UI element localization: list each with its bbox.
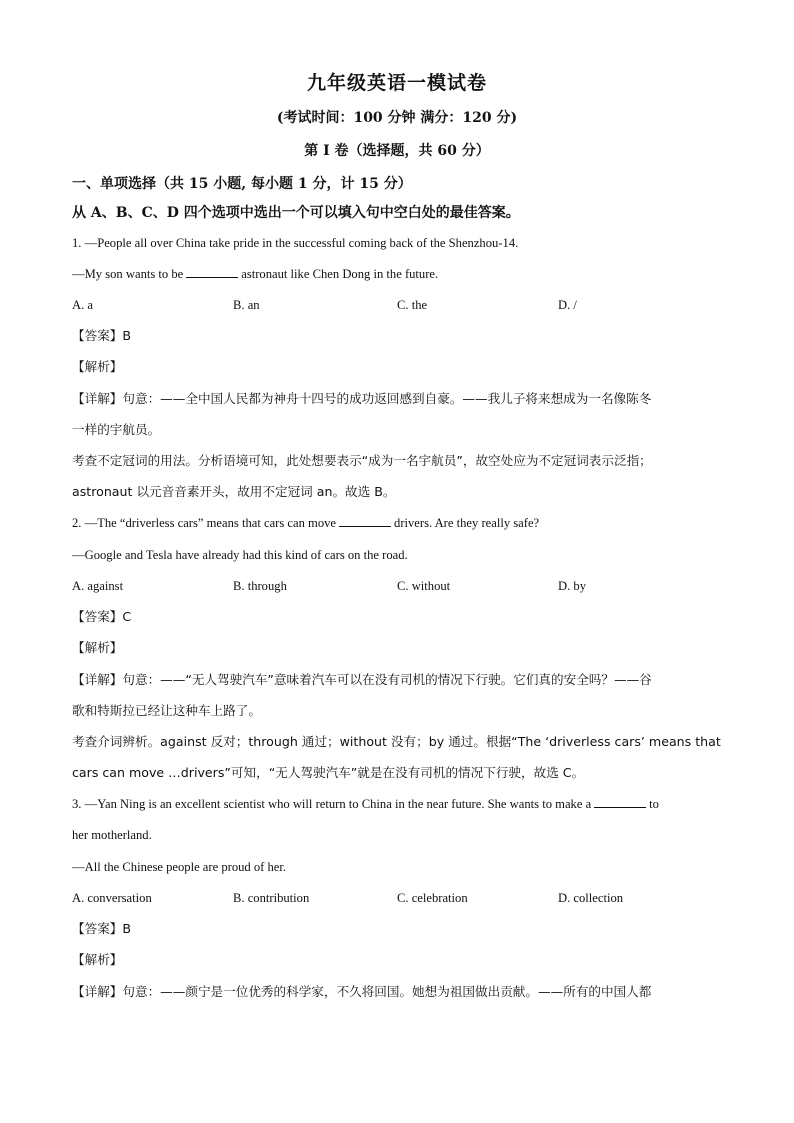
question-3-line-2: her motherland. <box>72 828 152 842</box>
question-3-answer: 【答案】B <box>72 921 132 936</box>
question-2-detail-line-4: cars can move …drivers”可知，“无人驾驶汽车”就是在没有司机的情况下行驶，故选 C。 <box>72 765 585 780</box>
question-1-text-before-blank: —My son wants to be <box>72 267 184 281</box>
question-3-analysis-label: 【解析】 <box>72 952 123 967</box>
question-1-option-d: D. / <box>558 298 577 312</box>
question-3-line-1 <box>72 796 659 812</box>
question-2-option-b: B. through <box>233 579 287 593</box>
question-2-analysis-label: 【解析】 <box>72 640 123 655</box>
question-2-answer: 【答案】C <box>72 609 132 624</box>
answer-blank <box>594 796 646 808</box>
question-1-detail-line-1: 【详解】句意：——全中国人民都为神舟十四号的成功返回感到自豪。——我儿子将来想成为一名像陈冬 <box>72 391 652 406</box>
question-2-option-a: A. against <box>72 579 124 593</box>
answer-blank <box>186 266 238 278</box>
section-heading: 一、单项选择（共 15 小题, 每小题 1 分，计 15 分） <box>72 176 412 192</box>
question-3-text-before-blank: 3. —Yan Ning is an excellent scientist who will return to China in the near future. She wants to make a <box>72 797 592 811</box>
answer-blank <box>339 515 391 527</box>
question-2-option-c: C. without <box>397 579 451 593</box>
question-1-line-2 <box>72 266 438 282</box>
question-2-option-d: D. by <box>558 579 586 593</box>
question-2-line-2: —Google and Tesla have already had this kind of cars on the road. <box>72 548 408 562</box>
question-3-option-a: A. conversation <box>72 891 152 905</box>
question-3-option-c: C. celebration <box>397 891 468 905</box>
question-1-text-after-blank: astronaut like Chen Dong in the future. <box>241 267 439 281</box>
question-2-detail-line-1: 【详解】句意：——“无人驾驶汽车”意味着汽车可以在没有司机的情况下行驶。它们真的安全吗？——谷 <box>72 672 652 687</box>
question-1-analysis-label: 【解析】 <box>72 359 123 374</box>
question-3-line-3: —All the Chinese people are proud of her. <box>72 860 287 874</box>
question-1-option-b: B. an <box>233 298 260 312</box>
question-1-detail-line-4: astronaut 以元音音素开头，故用不定冠词 an。故选 B。 <box>72 484 396 499</box>
question-2-detail-line-3: 考查介词辨析。against 反对；through 通过；without 没有；by 通过。根据“The ‘driverless cars’ means that <box>72 734 721 749</box>
exam-info: (考试时间：100 分钟 满分：120 分) <box>276 110 518 126</box>
question-1-option-a: A. a <box>72 298 93 312</box>
question-1-detail-line-3: 考查不定冠词的用法。分析语境可知，此处想要表示“成为一名宇航员”，故空处应为不定冠词表示泛指； <box>72 453 652 468</box>
question-3-text-after-blank: to <box>649 797 659 811</box>
question-3-option-b: B. contribution <box>233 891 310 905</box>
page-title: 九年级英语一模试卷 <box>306 72 487 94</box>
question-3-detail-line-1: 【详解】句意：——颜宁是一位优秀的科学家，不久将回国。她想为祖国做出贡献。——所有的中国人都 <box>72 984 652 999</box>
question-3-option-d: D. collection <box>558 891 624 905</box>
section-instruction: 从 A、B、C、D 四个选项中选出一个可以填入句中空白处的最佳答案。 <box>72 205 520 221</box>
question-2-line-1 <box>72 515 539 531</box>
question-1-option-c: C. the <box>397 298 428 312</box>
question-1-detail-line-2: 一样的宇航员。 <box>72 422 161 437</box>
question-1-line-1: 1. —People all over China take pride in the successful coming back of the Shenzhou-14. <box>72 236 519 250</box>
question-1-answer: 【答案】B <box>72 328 132 343</box>
question-2-text-before-blank: 2. —The “driverless cars” means that cars can move <box>72 516 337 530</box>
question-2-text-after-blank: drivers. Are they really safe? <box>394 516 540 530</box>
question-2-detail-line-2: 歌和特斯拉已经让这种车上路了。 <box>72 703 261 718</box>
part-title: 第 I 卷（选择题，共 60 分） <box>304 143 490 159</box>
